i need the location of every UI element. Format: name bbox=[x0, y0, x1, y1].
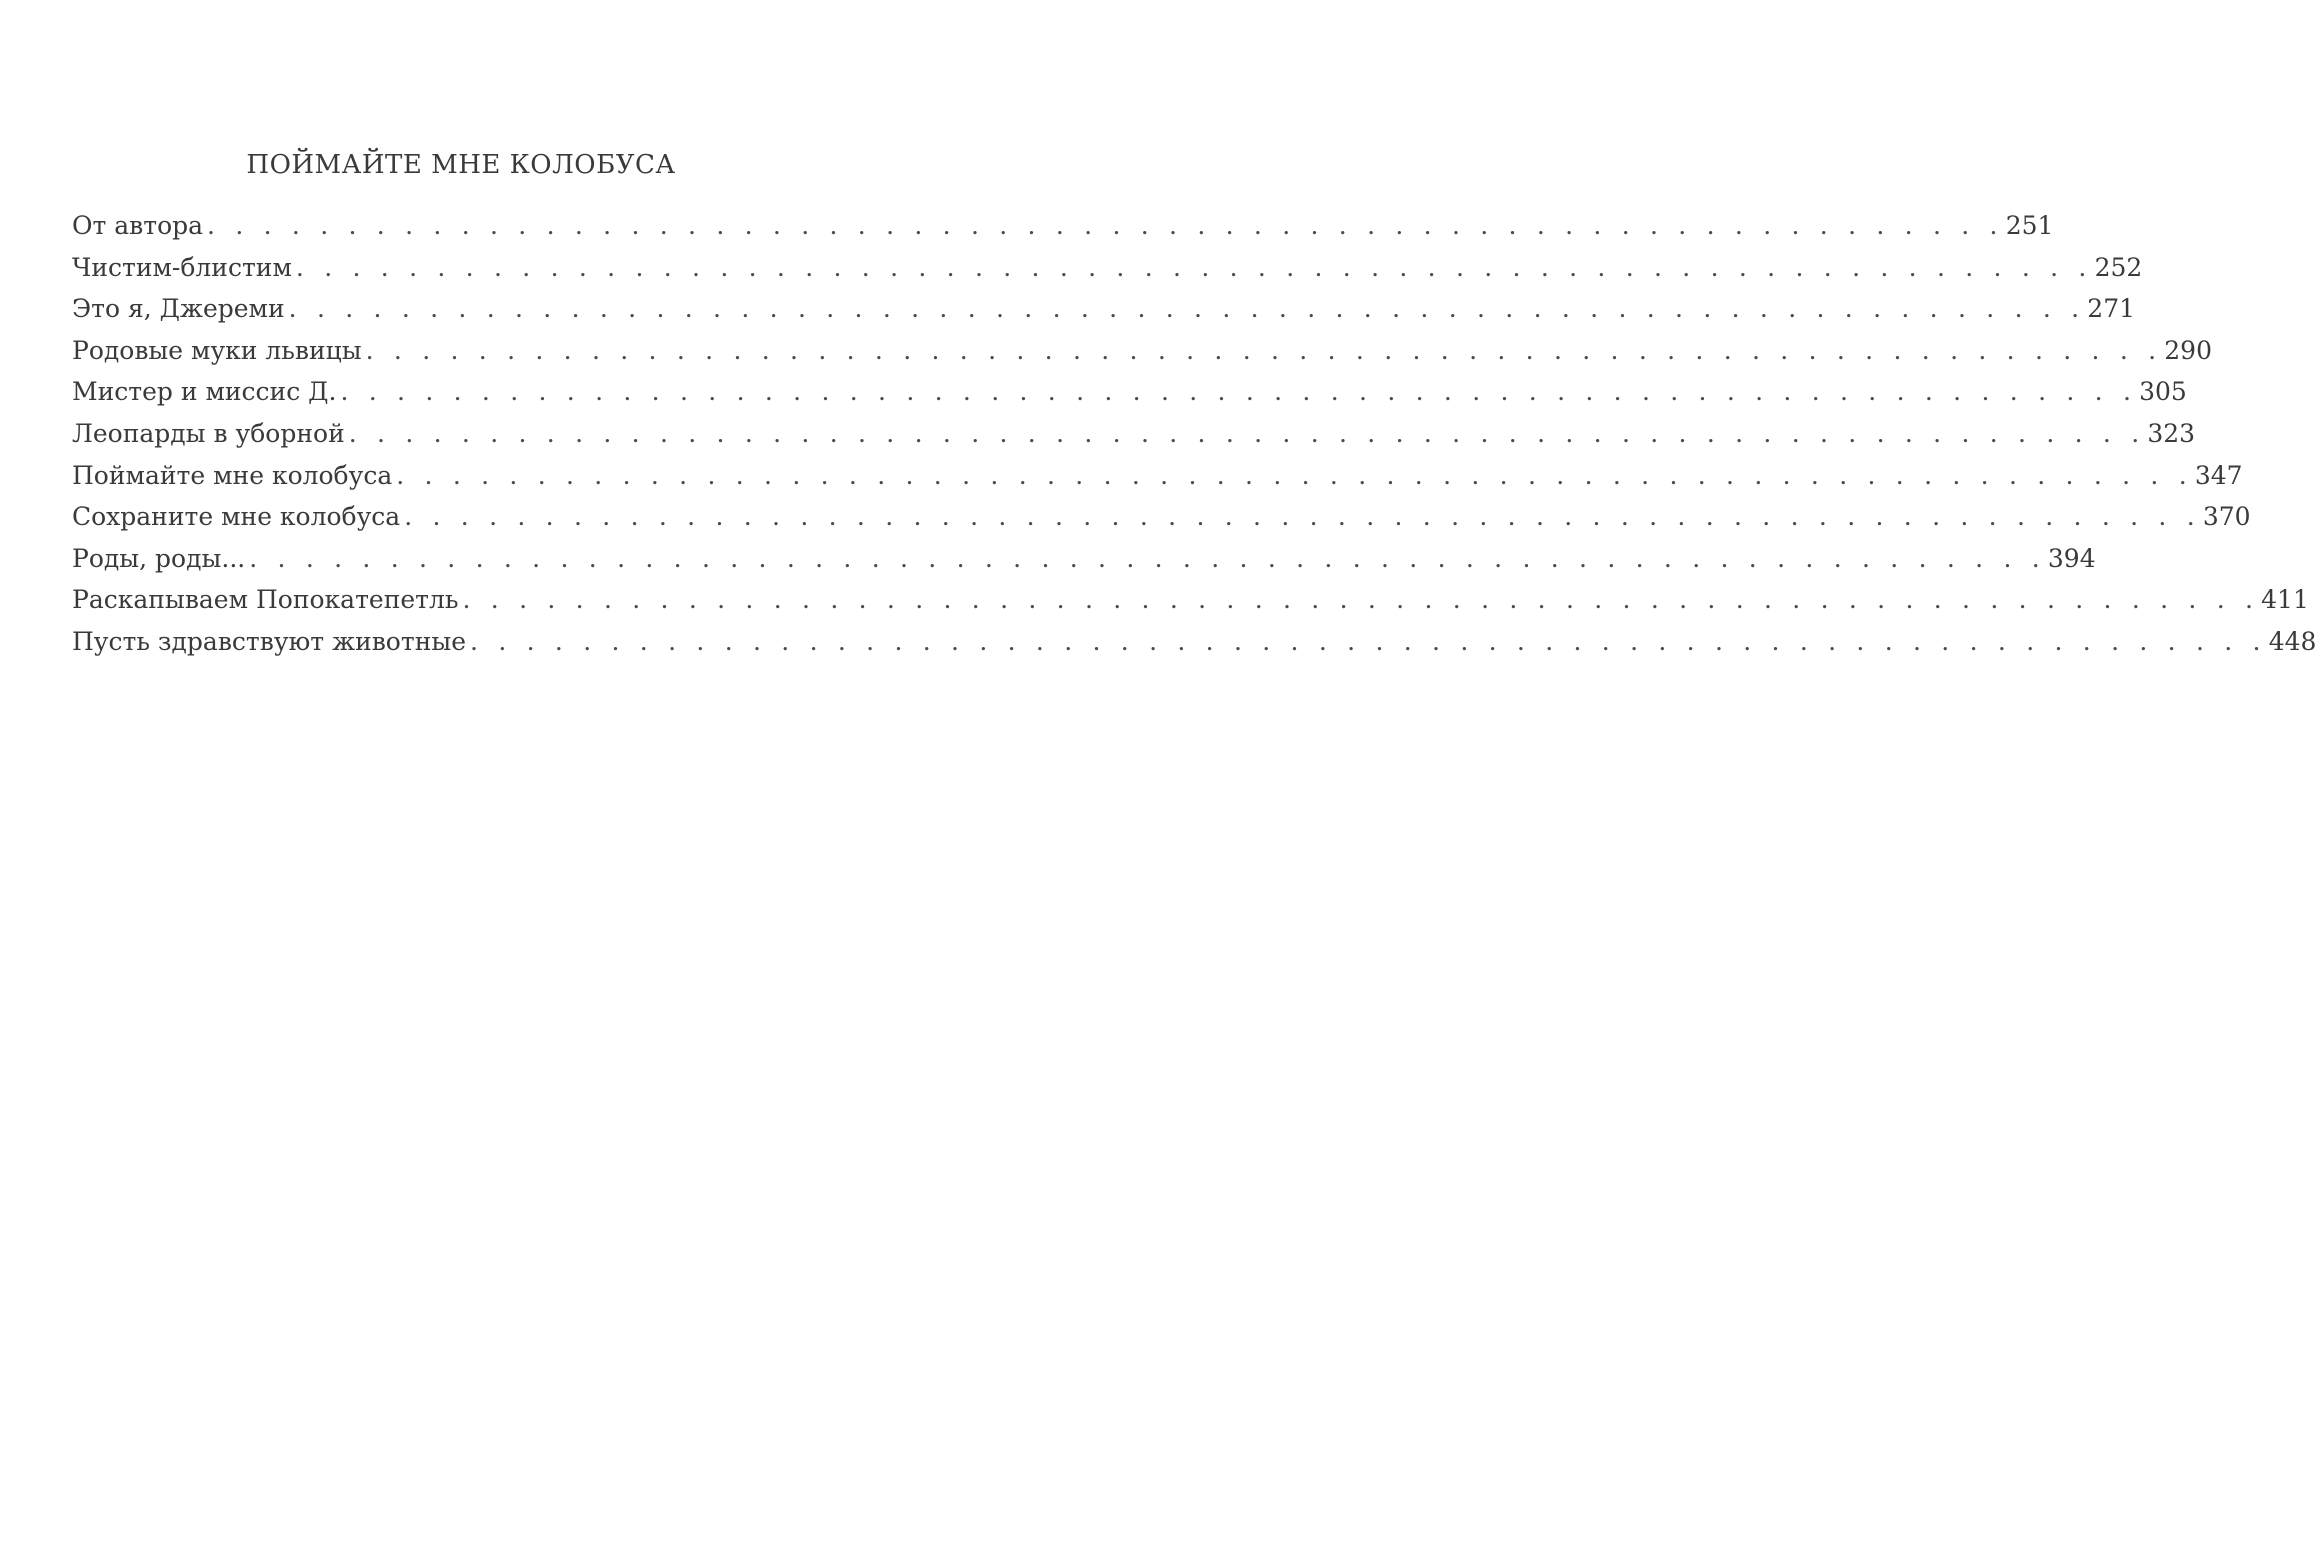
toc-entry-title: Пусть здравствуют животные bbox=[72, 626, 467, 656]
toc-leader-dots: . . . . . . . . . . . . . . . . . . . . . . . . . . . . . . . . . . . . . . . . . . . . . . . . . . . . . . . . . . . . . . . . bbox=[295, 252, 2093, 282]
toc-entry bbox=[72, 579, 2309, 621]
toc-entry-title: От автора bbox=[72, 211, 204, 240]
toc-entry-title: Поймайте мне колобуса bbox=[72, 460, 393, 490]
toc-leader-dots: . . . . . . . . . . . . . . . . . . . . . . . . . . . . . . . . . . . . . . . . . . . . . . . . . . . . . . . . . . . . . . . . bbox=[404, 502, 2201, 532]
toc-entry bbox=[72, 371, 2187, 413]
toc-leader-dots: . . . . . . . . . . . . . . . . . . . . . . . . . . . . . . . . . . . . . . . . . . . . . . . . . . . . . . . . . . . . . . . . bbox=[396, 460, 2193, 490]
toc-entry-page: 251 bbox=[2005, 211, 2054, 240]
toc-entry-title: Родовые муки львицы bbox=[72, 335, 362, 365]
toc-entry bbox=[72, 455, 2243, 497]
table-of-contents bbox=[72, 205, 2316, 663]
toc-entry-title: Раскапываем Попокатепетль bbox=[72, 585, 459, 615]
toc-leader-dots: . . . . . . . . . . . . . . . . . . . . . . . . . . . . . . . . . . . . . . . . . . . . . . . . . . . . . . . . . . . . . . . . bbox=[348, 418, 2146, 448]
toc-entry-title: Чистим-блистим bbox=[72, 252, 292, 282]
toc-entry-page: 448 bbox=[2268, 626, 2316, 656]
toc-entry-page: 370 bbox=[2202, 502, 2251, 532]
toc-leader-dots: . . . . . . . . . . . . . . . . . . . . . . . . . . . . . . . . . . . . . . . . . . . . . . . . . . . . . . . . . . . . . . . . bbox=[365, 335, 2163, 365]
toc-entry bbox=[72, 538, 2096, 580]
toc-entry-title: Роды, роды... bbox=[72, 543, 246, 573]
toc-leader-dots: . . . . . . . . . . . . . . . . . . . . . . . . . . . . . . . . . . . . . . . . . . . . . . . . . . . . . . . . . . . . . . . . bbox=[470, 626, 2267, 656]
toc-entry-page: 252 bbox=[2094, 252, 2143, 282]
toc-leader-dots: . . . . . . . . . . . . . . . . . . . . . . . . . . . . . . . . . . . . . . . . . . . . . . . . . . . . . . . . . . . . . . . . bbox=[249, 543, 2046, 573]
section-title: ПОЙМАЙТЕ МНЕ КОЛОБУСА bbox=[246, 150, 676, 180]
toc-leader-dots: . . . . . . . . . . . . . . . . . . . . . . . . . . . . . . . . . . . . . . . . . . . . . . . . . . . . . . . . . . . . . . . . bbox=[462, 585, 2260, 615]
toc-entry-page: 411 bbox=[2261, 585, 2309, 615]
toc-entry bbox=[72, 288, 2136, 330]
toc-entry bbox=[72, 413, 2196, 455]
toc-entry-page: 394 bbox=[2047, 543, 2096, 573]
toc-leader-dots: . . . . . . . . . . . . . . . . . . . . . . . . . . . . . . . . . . . . . . . . . . . . . . . . . . . . . . . . . . . . . . . . bbox=[340, 377, 2138, 407]
toc-entry bbox=[72, 621, 2316, 663]
toc-entry bbox=[72, 247, 2143, 289]
toc-entry-page: 271 bbox=[2087, 294, 2136, 324]
toc-leader-dots: . . . . . . . . . . . . . . . . . . . . . . . . . . . . . . . . . . . . . . . . . . . . . . . . . . . . . . . . . . . . . . . . bbox=[207, 211, 2004, 240]
toc-entry-title: Сохраните мне колобуса bbox=[72, 502, 401, 532]
toc-entry-page: 323 bbox=[2147, 418, 2196, 448]
toc-entry bbox=[72, 496, 2251, 538]
toc-entry-title: Леопарды в уборной bbox=[72, 418, 345, 448]
toc-leader-dots: . . . . . . . . . . . . . . . . . . . . . . . . . . . . . . . . . . . . . . . . . . . . . . . . . . . . . . . . . . . . . . . . bbox=[288, 294, 2086, 324]
toc-entry-page: 347 bbox=[2194, 460, 2243, 490]
toc-entry-page: 290 bbox=[2164, 335, 2212, 365]
toc-entry-title: Мистер и миссис Д. bbox=[72, 377, 337, 407]
toc-entry bbox=[72, 205, 2054, 247]
toc-entry bbox=[72, 330, 2212, 372]
toc-entry-page: 305 bbox=[2139, 377, 2187, 407]
toc-entry-title: Это я, Джереми bbox=[72, 294, 285, 324]
